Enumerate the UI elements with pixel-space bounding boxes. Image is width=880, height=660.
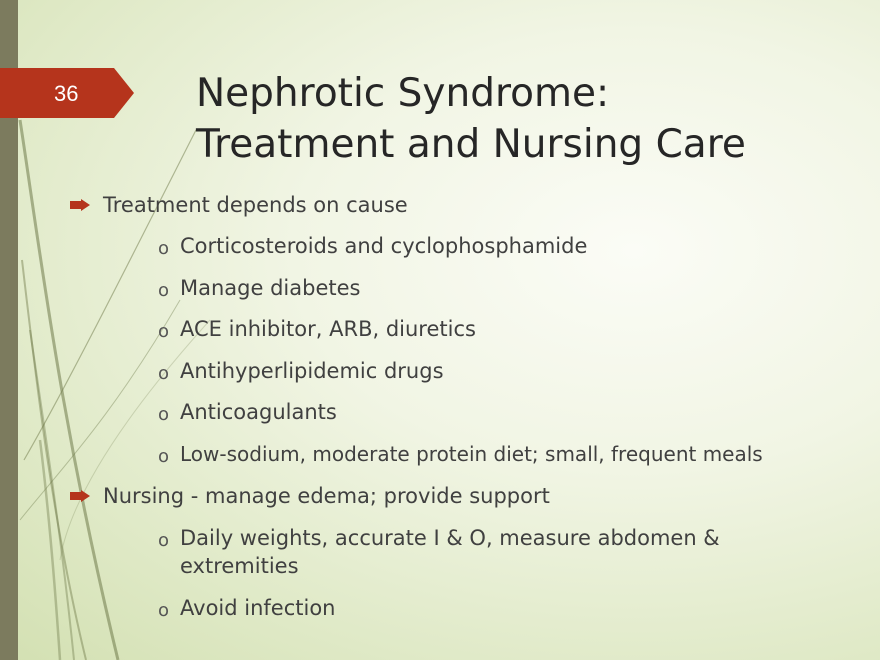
list-item-text: ACE inhibitor, ARB, diuretics: [180, 317, 476, 341]
circle-bullet-icon: o: [158, 404, 170, 425]
list-item: [158, 398, 337, 426]
list-item: [158, 440, 763, 468]
circle-bullet-icon: o: [158, 280, 170, 301]
list-item-text: Manage diabetes: [180, 276, 361, 300]
circle-bullet-icon: o: [158, 446, 170, 467]
list-item-text: Treatment depends on cause: [103, 193, 408, 217]
circle-bullet-icon: o: [158, 321, 170, 342]
list-item-text: Avoid infection: [180, 596, 336, 620]
list-item-text: extremities: [180, 554, 299, 578]
title-line-1: Nephrotic Syndrome:: [196, 71, 610, 116]
list-item-text: Corticosteroids and cyclophosphamide: [180, 234, 588, 258]
list-item-text: Low-sodium, moderate protein diet; small, frequent meals: [180, 442, 763, 466]
list-item: [103, 482, 550, 510]
circle-bullet-icon: o: [158, 600, 170, 621]
list-item-text: Antihyperlipidemic drugs: [180, 359, 444, 383]
circle-bullet-icon: o: [158, 530, 170, 551]
list-item: [158, 274, 361, 302]
list-item-continuation: [180, 552, 299, 580]
circle-bullet-icon: o: [158, 363, 170, 384]
list-item: [103, 191, 408, 219]
list-item: [158, 524, 720, 552]
list-item-text: Daily weights, accurate I & O, measure abdomen &: [180, 526, 720, 550]
slide-number: 36: [54, 81, 79, 106]
list-item: [158, 232, 588, 260]
circle-bullet-icon: o: [158, 238, 170, 259]
list-item: [158, 357, 444, 385]
list-item-text: Anticoagulants: [180, 400, 337, 424]
arrow-bullet-icon: [70, 199, 90, 211]
arrow-bullet-icon: [70, 490, 90, 502]
list-item-text: Nursing - manage edema; provide support: [103, 484, 550, 508]
title-line-2: Treatment and Nursing Care: [196, 122, 746, 167]
list-item: [158, 594, 336, 622]
list-item: [158, 315, 476, 343]
